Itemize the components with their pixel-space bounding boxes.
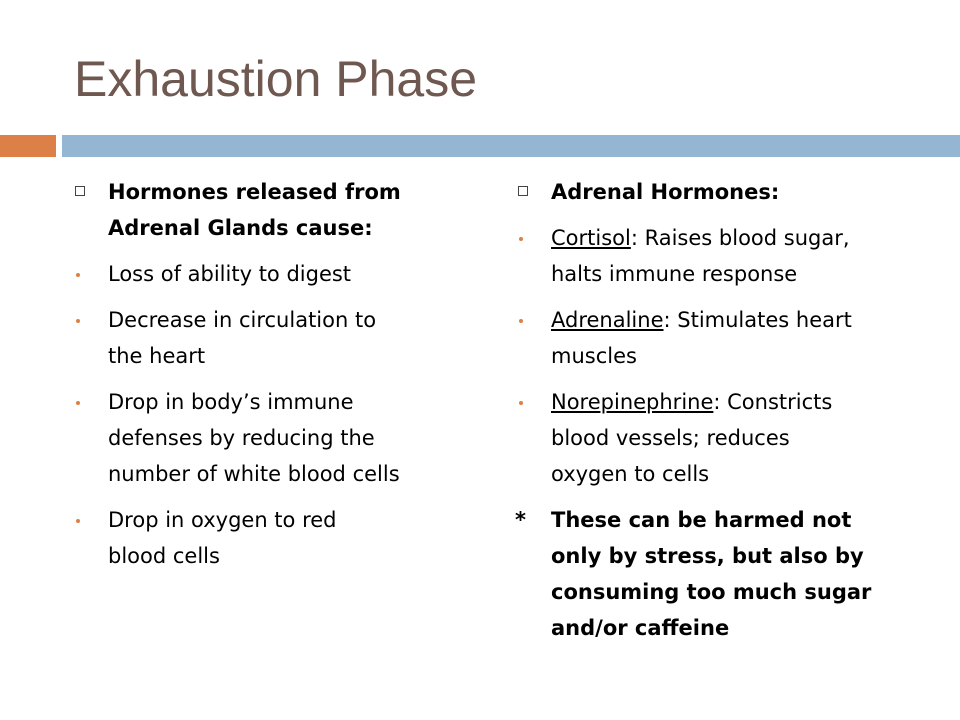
hormone-item: [515, 384, 935, 492]
dot-bullet-icon: [76, 319, 80, 323]
list-item-line: Loss of ability to digest: [108, 262, 352, 286]
right-heading-line: Adrenal Hormones:: [551, 180, 780, 204]
list-item: [72, 256, 472, 292]
list-item-line: the heart: [108, 344, 206, 368]
note: [515, 502, 935, 646]
note-asterisk: *: [515, 508, 526, 532]
left-heading-line: Adrenal Glands cause:: [108, 216, 373, 240]
square-bullet-icon: [518, 186, 528, 196]
hormone-description: : Stimulates heart: [663, 308, 852, 332]
hormone-item: [515, 220, 935, 292]
list-item-line: defenses by reducing the: [108, 426, 375, 450]
hormone-line: muscles: [551, 344, 637, 368]
dot-bullet-icon: [76, 273, 80, 277]
hormone-line: halts immune response: [551, 262, 798, 286]
hormone-line: oxygen to cells: [551, 462, 710, 486]
right-heading: [515, 174, 935, 210]
left-heading: [72, 174, 472, 246]
list-item: [72, 502, 472, 574]
list-item-line: blood cells: [108, 544, 220, 568]
hormone-description: : Constricts: [713, 390, 833, 414]
hormone-item: [515, 302, 935, 374]
hormone-line: [551, 220, 935, 256]
list-item: [72, 384, 472, 492]
hormone-term: Cortisol: [551, 226, 631, 250]
hormone-line: blood vessels; reduces: [551, 426, 790, 450]
dot-bullet-icon: [76, 519, 80, 523]
hormone-line: [551, 384, 935, 420]
dot-bullet-icon: [519, 401, 523, 405]
hormone-term: Adrenaline: [551, 308, 664, 332]
note-line: and/or caffeine: [551, 616, 730, 640]
left-column: [72, 174, 472, 584]
list-item-line: Drop in oxygen to red: [108, 508, 337, 532]
right-column: [515, 174, 935, 646]
accent-bar-blue: [62, 135, 960, 157]
dot-bullet-icon: [519, 237, 523, 241]
note-line: only by stress, but also by: [551, 544, 864, 568]
hormone-line: [551, 302, 935, 338]
hormone-term: Norepinephrine: [551, 390, 714, 414]
note-line: These can be harmed not: [551, 508, 852, 532]
accent-bar-orange: [0, 135, 56, 157]
square-bullet-icon: [75, 186, 85, 196]
slide-title: Exhaustion Phase: [74, 51, 478, 107]
dot-bullet-icon: [76, 401, 80, 405]
list-item-line: Drop in body’s immune: [108, 390, 354, 414]
dot-bullet-icon: [519, 319, 523, 323]
hormone-description: : Raises blood sugar,: [630, 226, 850, 250]
list-item: [72, 302, 472, 374]
list-item-line: number of white blood cells: [108, 462, 400, 486]
list-item-line: Decrease in circulation to: [108, 308, 377, 332]
note-line: consuming too much sugar: [551, 580, 872, 604]
left-heading-line: Hormones released from: [108, 180, 401, 204]
